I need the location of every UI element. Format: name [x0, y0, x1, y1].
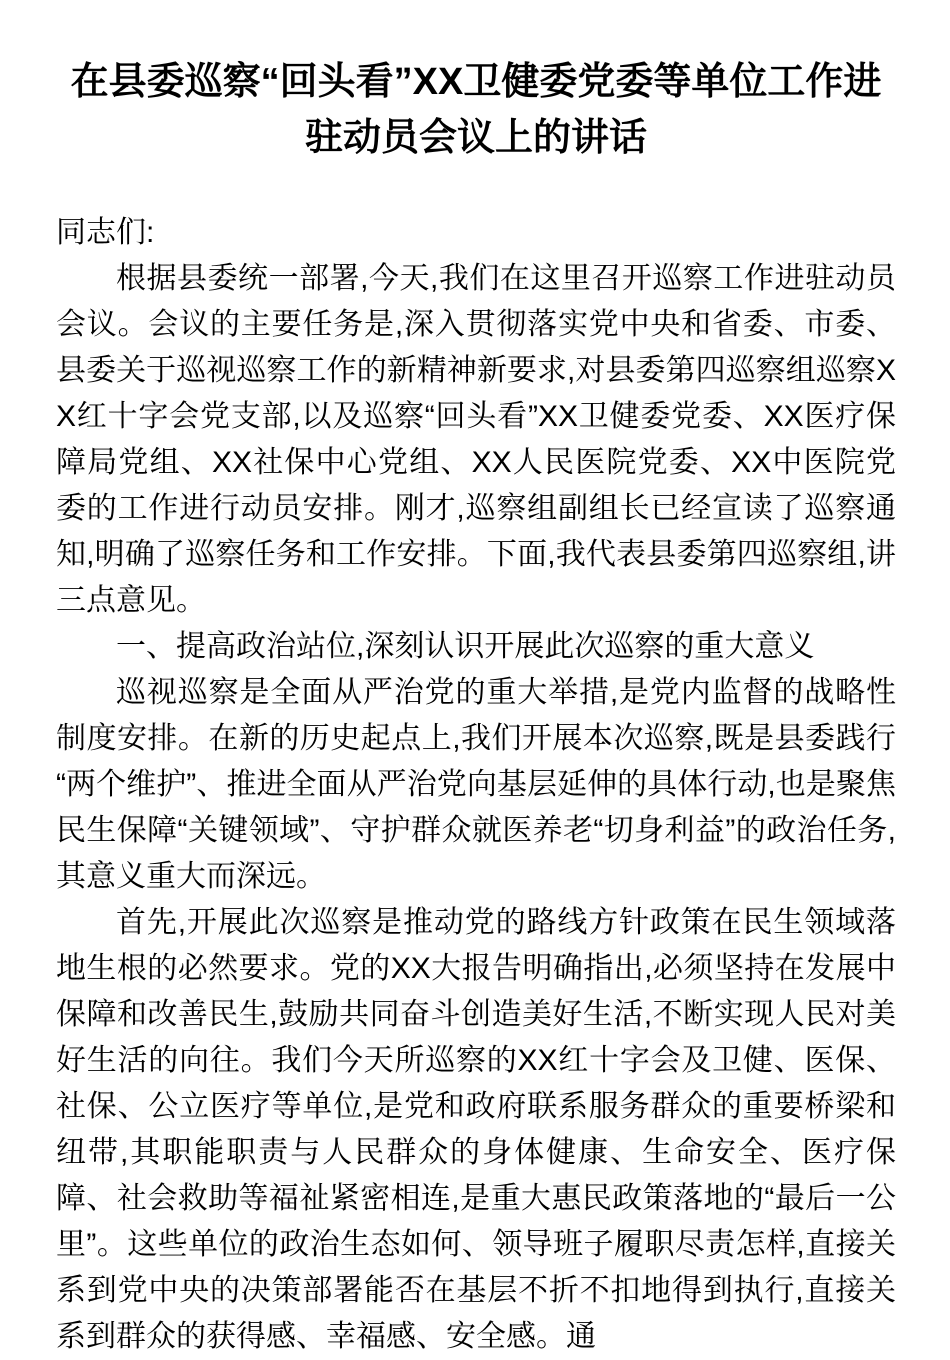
- document-body: [56, 0, 896, 1360]
- page-title: 在县委巡察“回头看”XX卫健委党委等单位工作进驻动员会议上的讲话: [70, 61, 882, 159]
- body-paragraph-3: 首先,开展此次巡察是推动党的路线方针政策在民生领域落地生根的必然要求。党的XX大报告明确指出,必须坚持在发展中保障和改善民生,鼓励共同奋斗创造美好生活,不断实现人民对美好生活的向往。我们今天所巡察的XX红十字会及卫健、医保、社保、公立医疗等单位,是党和政府联系服务群众的重要桥梁和纽带,其职能职责与人民群众的身体健康、生命安全、医疗保障、社会救助等福祉紧密相连,是重大惠民政策落地的“最后一公里”。这些单位的政治生态如何、领导班子履职尽责怎样,直接关系到党中央的决策部署能否在基层不折不扣地得到执行,直接关系到群众的获得感、幸福感、安全感。通: [56, 906, 896, 1353]
- body-paragraph-2: 巡视巡察是全面从严治党的重大举措,是党内监督的战略性制度安排。在新的历史起点上,我们开展本次巡察,既是县委践行“两个维护”、推进全面从严治党向基层延伸的具体行动,也是聚焦民生保障“关键领域”、守护群众就医养老“切身利益”的政治任务,其意义重大而深远。: [56, 676, 896, 893]
- section-heading-1: 一、提高政治站位,深刻认识开展此次巡察的重大意义: [116, 630, 815, 663]
- body-paragraph-1: 根据县委统一部署,今天,我们在这里召开巡察工作进驻动员会议。会议的主要任务是,深入贯彻落实党中央和省委、市委、县委关于巡视巡察工作的新精神新要求,对县委第四巡察组巡察XX红十字会党支部,以及巡察“回头看”XX卫健委党委、XX医疗保障局党组、XX社保中心党组、XX人民医院党委、XX中医院党委的工作进行动员安排。刚才,巡察组副组长已经宣读了巡察通知,明确了巡察任务和工作安排。下面,我代表县委第四巡察组,讲三点意见。: [56, 262, 896, 617]
- title-spacer: [56, 166, 896, 210]
- salutation: 同志们:: [56, 216, 155, 249]
